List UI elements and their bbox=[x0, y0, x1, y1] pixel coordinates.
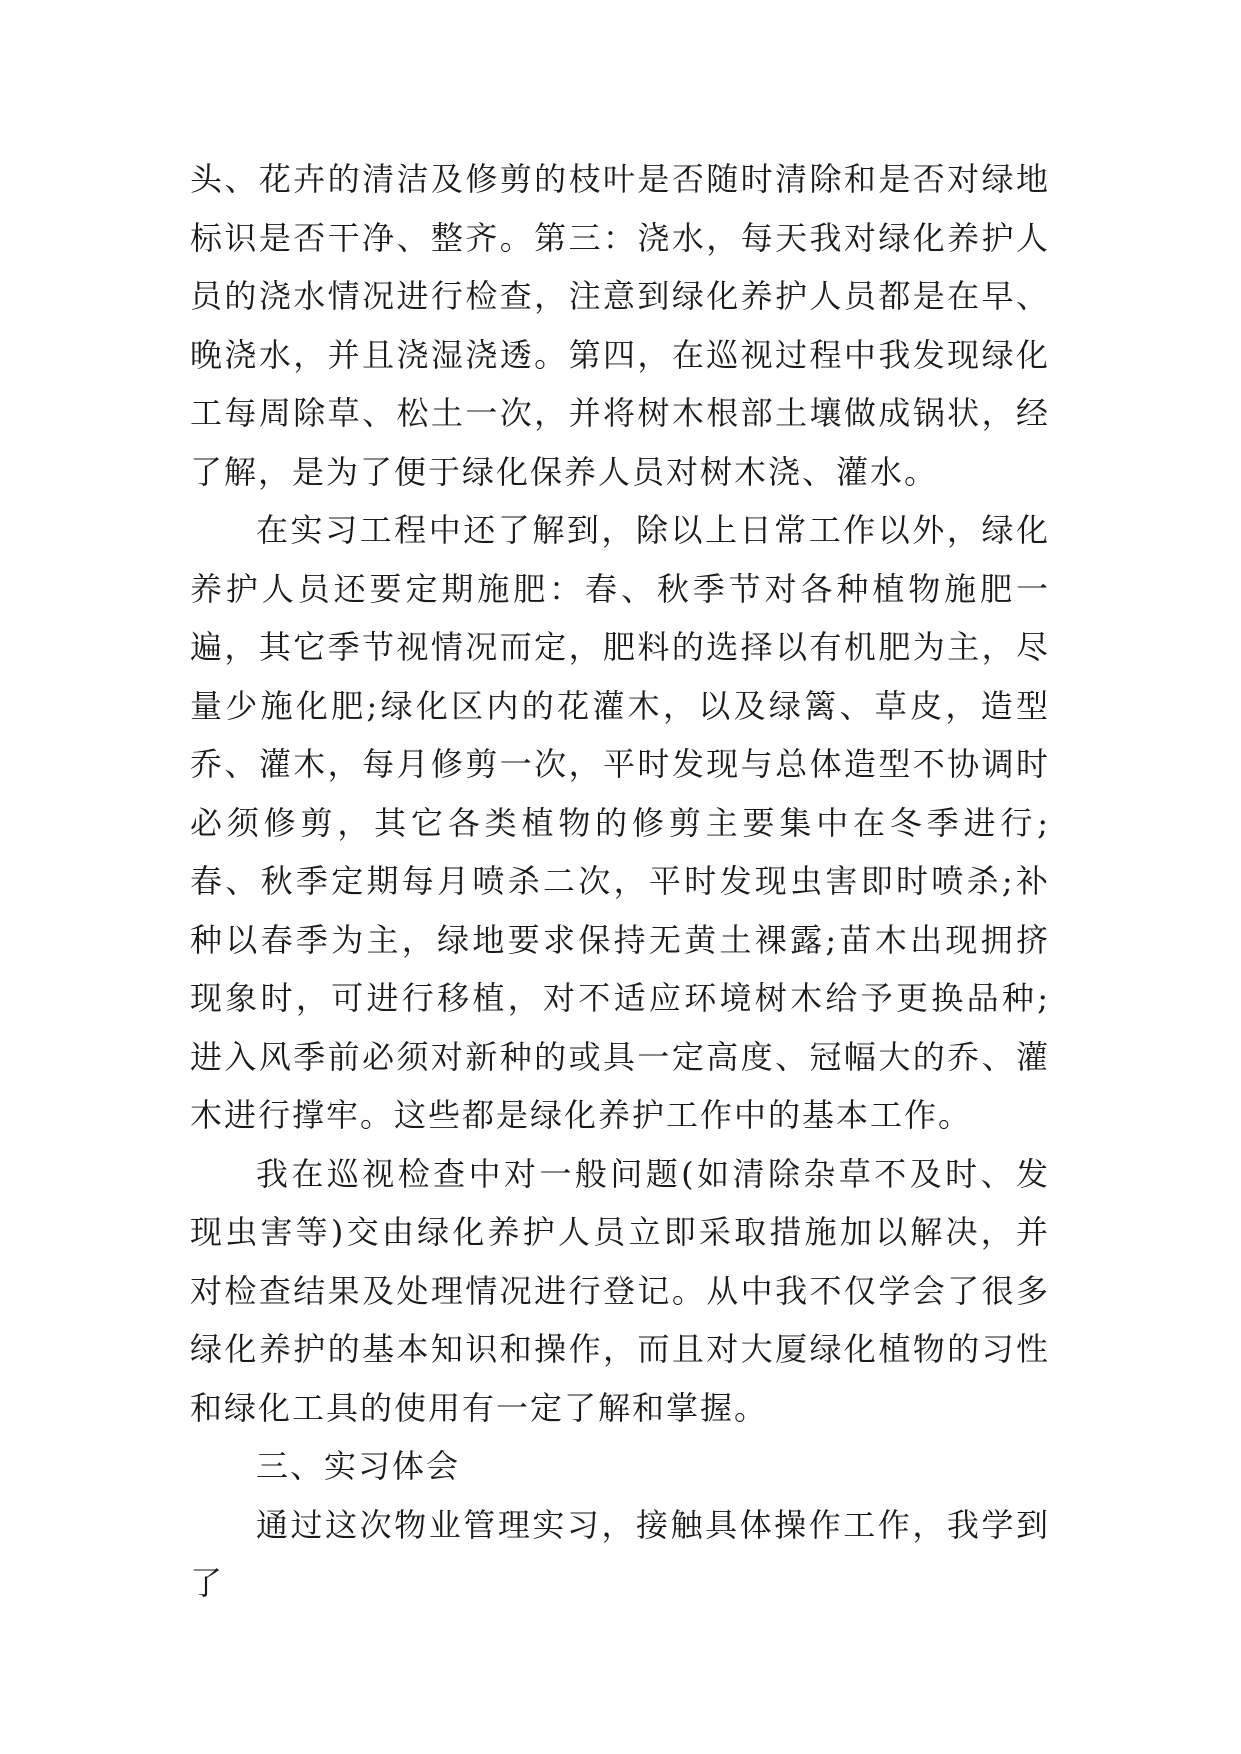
document-body bbox=[190, 150, 1050, 1613]
paragraph-inspection: 我在巡视检查中对一般问题(如清除杂草不及时、发现虫害等)交由绿化养护人员立即采取措施加以解决，并对检查结果及处理情况进行登记。从中我不仅学会了很多绿化养护的基本知识和操作，而且对大厦绿化植物的习性和绿化工具的使用有一定了解和掌握。 bbox=[190, 1154, 1050, 1427]
section-heading-internship-reflection: 三、实习体会 bbox=[256, 1447, 461, 1485]
paragraph-greening-maintenance: 在实习工程中还了解到，除以上日常工作以外，绿化养护人员还要定期施肥：春、秋季节对各种植物施肥一遍，其它季节视情况而定，肥料的选择以有机肥为主，尽量少施化肥;绿化区内的花灌木，以及绿篱、草皮，造型乔、灌木，每月修剪一次，平时发现与总体造型不协调时必须修剪，其它各类植物的修剪主要集中在冬季进行;春、秋季定期每月喷杀二次，平时发现虫害即时喷杀;补种以春季为主，绿地要求保持无黄土裸露;苗木出现拥挤现象时，可进行移植，对不适应环境树木给予更换品种;进入风季前必须对新种的或具一定高度、冠幅大的乔、灌木进行撑牢。这些都是绿化养护工作中的基本工作。 bbox=[190, 511, 1050, 1134]
paragraph-continued: 头、花卉的清洁及修剪的枝叶是否随时清除和是否对绿地标识是否干净、整齐。第三：浇水，每天我对绿化养护人员的浇水情况进行检查，注意到绿化养护人员都是在早、晚浇水，并且浇湿浇透。第四，在巡视过程中我发现绿化工每周除草、松土一次，并将树木根部土壤做成锅状，经了解，是为了便于绿化保养人员对树木浇、灌水。 bbox=[190, 160, 1050, 491]
paragraph-reflection-start: 通过这次物业管理实习，接触具体操作工作，我学到了 bbox=[190, 1505, 1050, 1602]
